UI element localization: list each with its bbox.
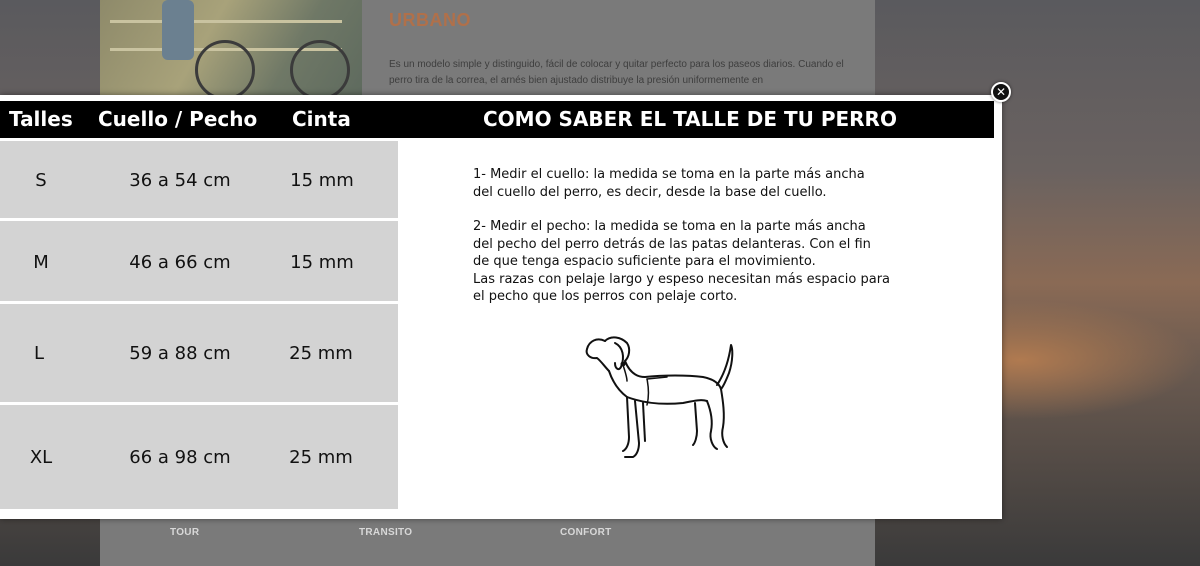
close-icon: ✕ (995, 85, 1007, 99)
size-cell: M (33, 252, 49, 273)
table-row (0, 141, 398, 218)
strap-cell: 15 mm (290, 170, 354, 191)
product-description: Es un modelo simple y distinguido, fácil de colocar y quitar perfecto para los paseos diarios. Cuando el perro tira de la correa, el arnés bien ajustado distribuye la presión uniformemente en (389, 59, 844, 86)
size-guide-header (0, 101, 994, 138)
product-title: URBANO (389, 10, 471, 30)
strap-cell: 25 mm (289, 343, 353, 364)
footer-link-tour[interactable]: TOUR (170, 527, 200, 538)
strap-cell: 25 mm (289, 447, 353, 468)
measure-cell: 66 a 98 cm (129, 447, 231, 468)
header-title: COMO SABER EL TALLE DE TU PERRO (483, 107, 897, 131)
measure-cell: 46 a 66 cm (129, 252, 231, 273)
size-cell: S (35, 170, 47, 191)
size-cell: L (33, 343, 45, 364)
size-guide-modal (0, 95, 1002, 519)
footer-link-transito[interactable]: TRANSITO (359, 527, 413, 538)
strap-cell: 15 mm (290, 252, 354, 273)
footer-link-confort[interactable]: CONFORT (560, 527, 612, 538)
measure-cell: 36 a 54 cm (129, 170, 231, 191)
product-photo (100, 0, 362, 100)
neck-instruction: 1- Medir el cuello: la medida se toma en la parte más ancha del cuello del perro, es decir, desde la base del cuello. (473, 167, 865, 200)
table-row (0, 221, 398, 301)
measure-cell: 59 a 88 cm (129, 343, 231, 364)
size-table (0, 141, 398, 513)
table-row (0, 304, 398, 402)
header-neck-chest: Cuello / Pecho (98, 107, 258, 131)
size-cell: XL (29, 447, 53, 468)
table-row (0, 405, 398, 509)
header-strap: Cinta (292, 107, 351, 131)
header-sizes: Talles (9, 107, 73, 131)
dog-illustration (583, 331, 743, 471)
measurement-instructions (398, 141, 994, 513)
chest-instruction: 2- Medir el pecho: la medida se toma en la parte más ancha del pecho del perro detrás de las patas delanteras. Con el fin de que tenga espacio suficiente para el movimiento. Las razas con pelaje largo y espeso necesitan más espacio para el pecho que los perros con pelaje corto. (473, 219, 891, 304)
size-guide-content (0, 101, 994, 513)
close-button[interactable] (991, 82, 1011, 102)
